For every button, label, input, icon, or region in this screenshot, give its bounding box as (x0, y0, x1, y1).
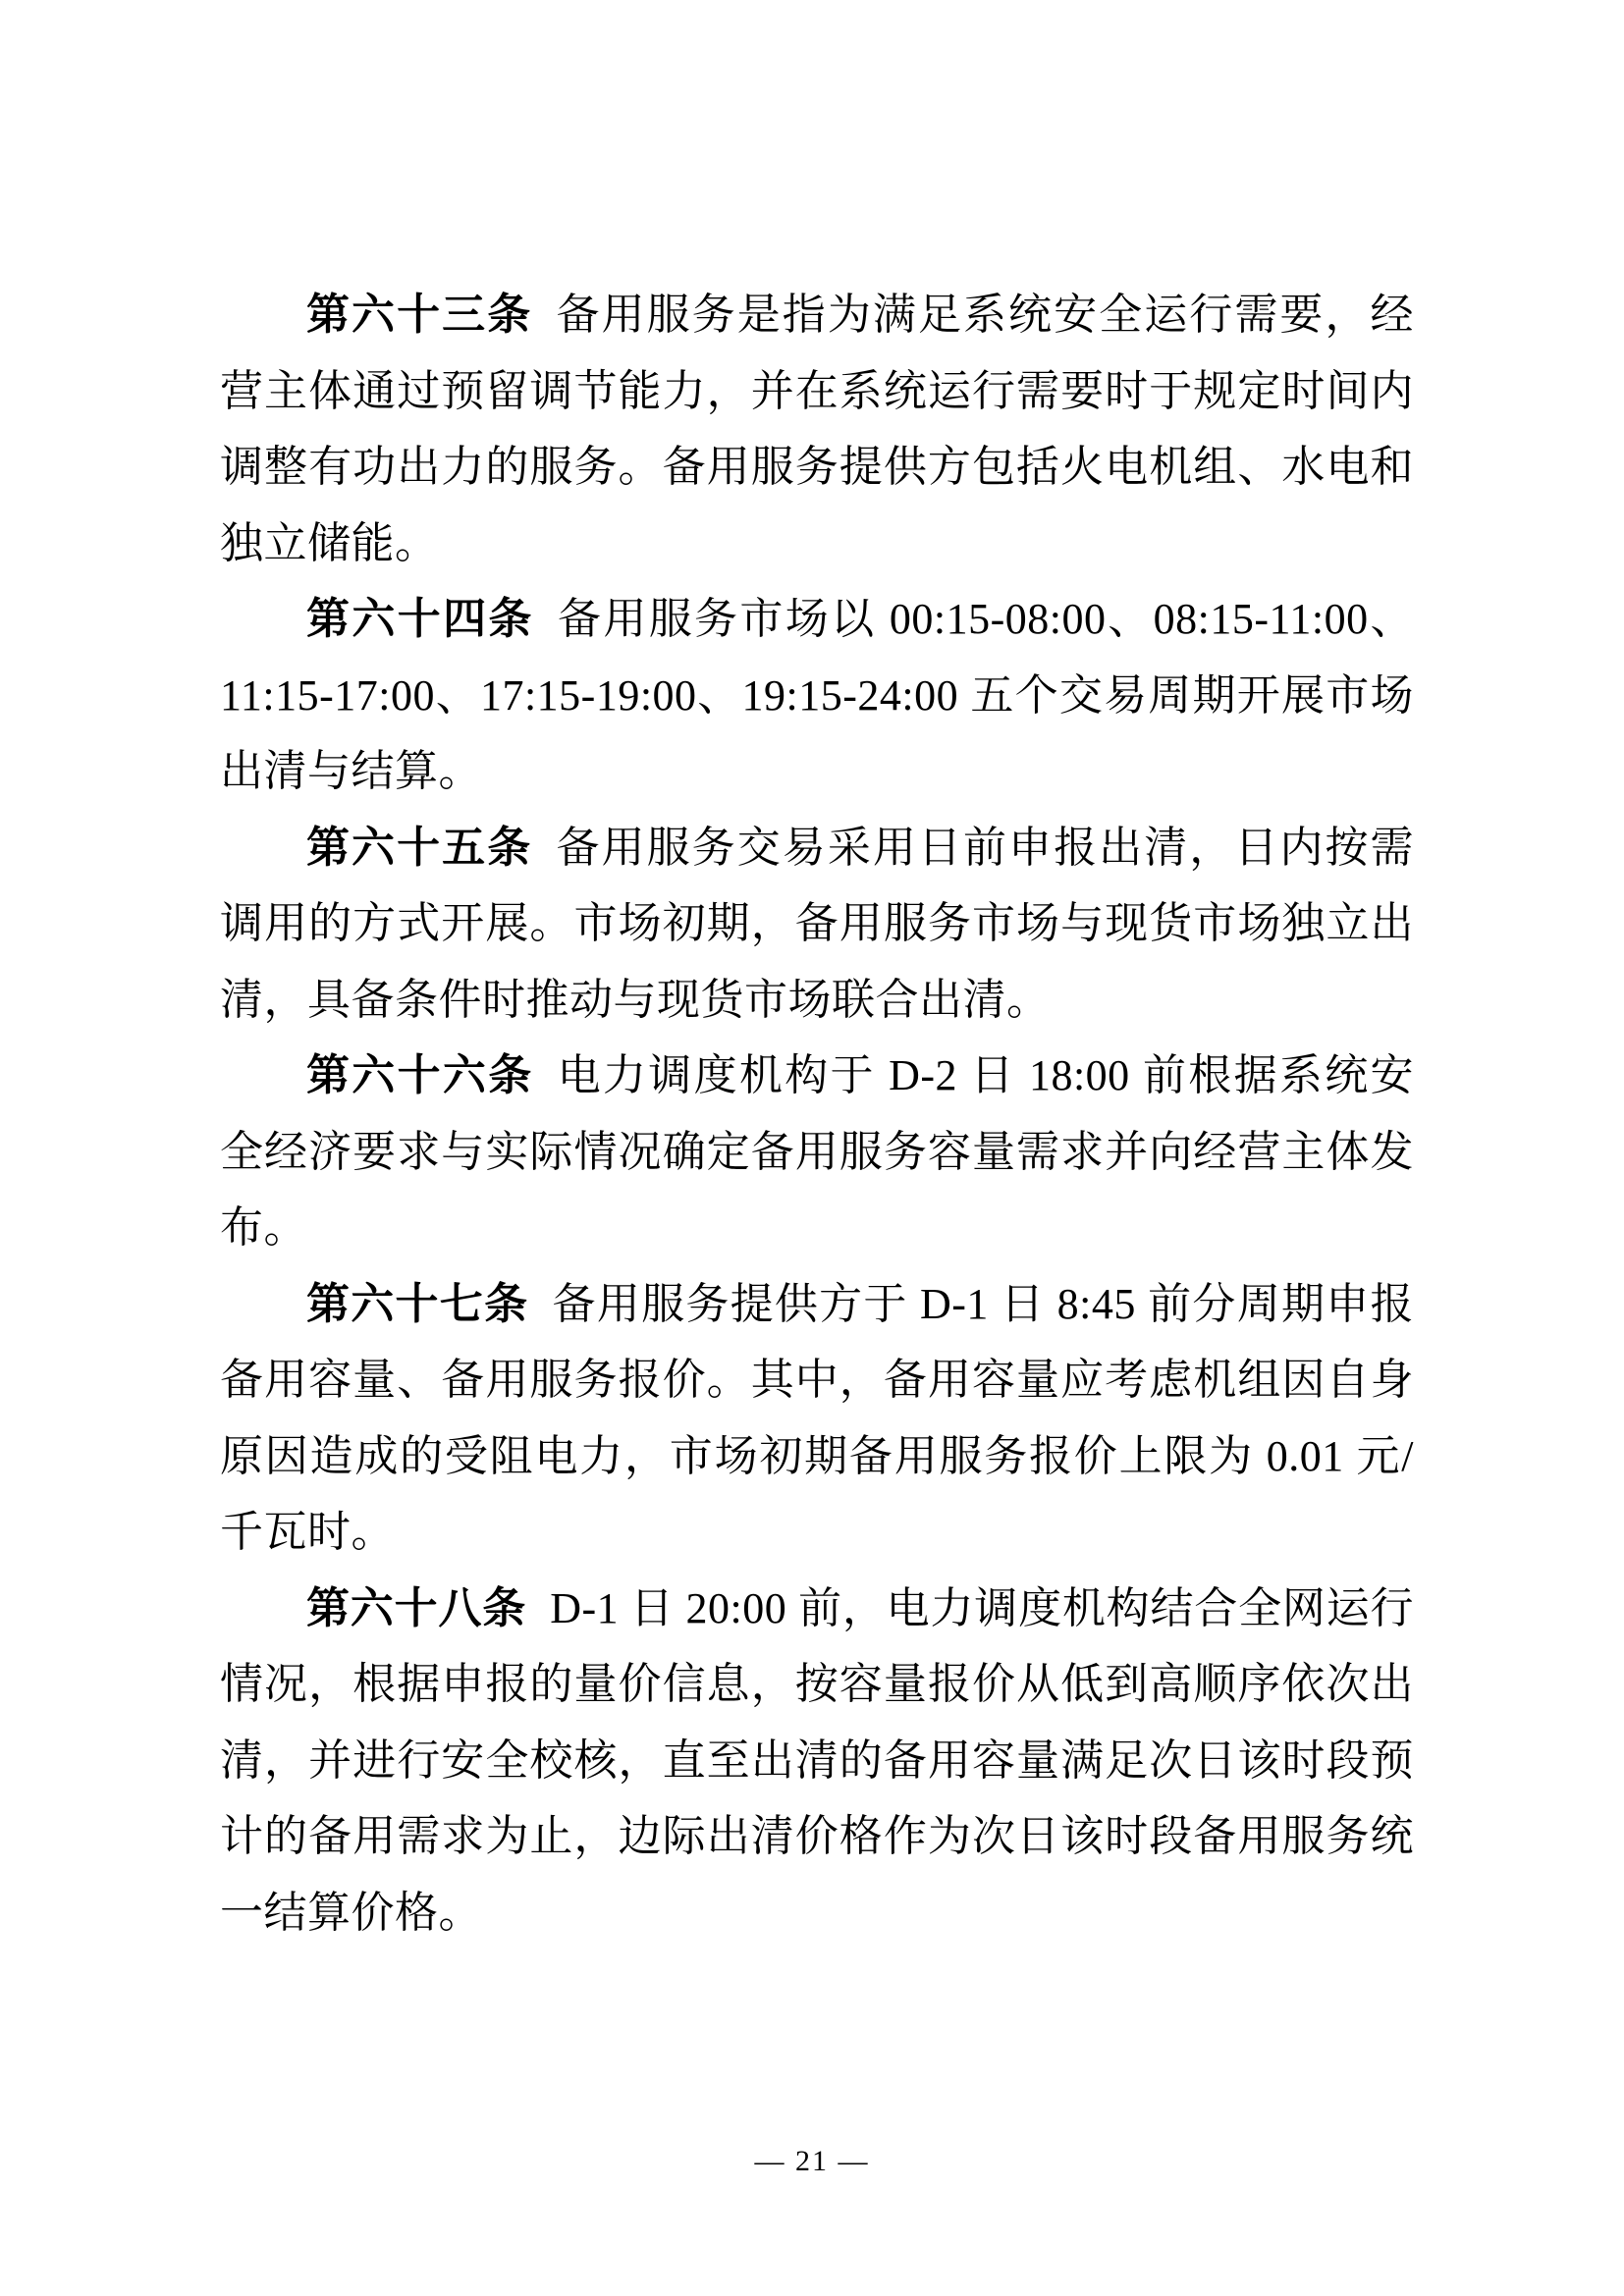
article-number: 第六十四条 (306, 595, 534, 643)
article-number: 第六十七条 (306, 1279, 529, 1328)
article-text: 备用服务市场以 00:15-08:00、08:15-11:00、11:15-17:00、17:15-19:00、19:15-24:00 五个交易周期开展市场出清与结算。 (220, 595, 1414, 795)
page-footer (0, 2144, 1624, 2179)
article-number: 第六十三条 (306, 291, 533, 339)
article-number: 第六十六条 (306, 1051, 534, 1099)
document-body (220, 277, 1414, 1950)
article-text: 备用服务是指为满足系统安全运行需要，经营主体通过预留调节能力，并在系统运行需要时于规定时间内调整有功出力的服务。备用服务提供方包括火电机组、水电和独立储能。 (220, 291, 1415, 567)
article-number: 第六十五条 (306, 823, 533, 872)
article-text: 备用服务提供方于 D-1 日 8:45 前分周期申报备用容量、备用服务报价。其中，备用容量应考虑机组因自身原因造成的受阻电力，市场初期备用服务报价上限为 0.01 元/千瓦时。 (220, 1279, 1415, 1556)
article-paragraph (220, 1571, 1414, 1951)
article-paragraph (220, 810, 1414, 1039)
article-text: D-1 日 20:00 前，电力调度机构结合全网运行情况，根据申报的量价信息，按容量报价从低到高顺序依次出清，并进行安全校核，直至出清的备用容量满足次日该时段预计的备用需求为止，边际出清价格作为次日该时段备用服务统一结算价格。 (220, 1583, 1414, 1937)
article-paragraph (220, 1266, 1414, 1571)
article-paragraph (220, 277, 1414, 581)
article-text: 备用服务交易采用日前申报出清，日内按需调用的方式开展。市场初期，备用服务市场与现货市场独立出清，具备条件时推动与现货市场联合出清。 (220, 823, 1415, 1024)
article-paragraph (220, 581, 1414, 810)
page-number: — 21 — (754, 2145, 870, 2177)
article-text: 电力调度机构于 D-2 日 18:00 前根据系统安全经济要求与实际情况确定备用服务容量需求并向经营主体发布。 (220, 1051, 1414, 1252)
article-number: 第六十八条 (306, 1583, 527, 1632)
article-paragraph (220, 1038, 1414, 1266)
